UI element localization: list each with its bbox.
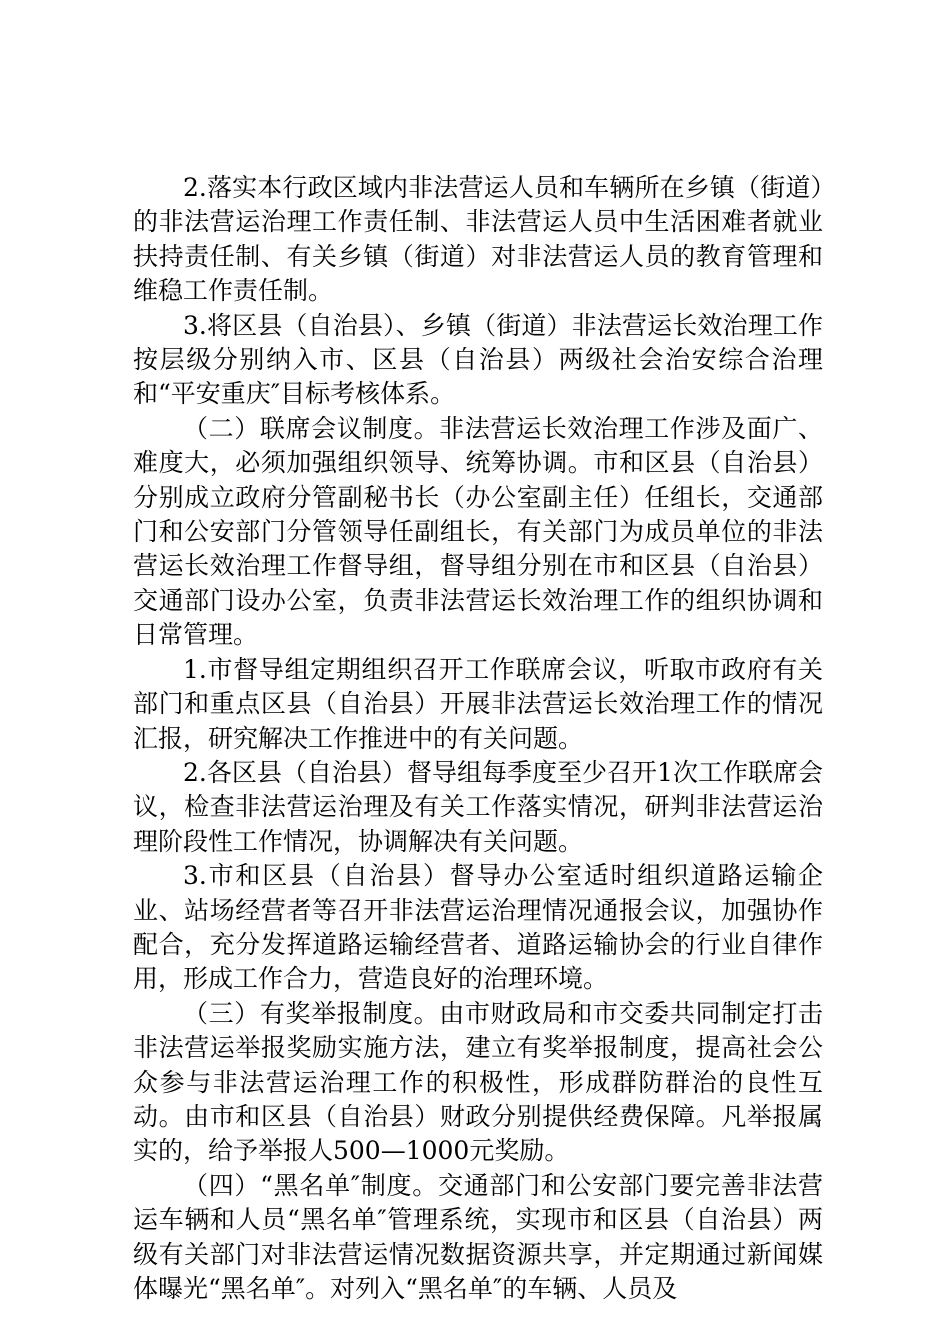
paragraph: 3.市和区县（自治县）督导办公室适时组织道路运输企业、站场经营者等召开非法营运治理情况通报会议，加强协作配合，充分发挥道路运输经营者、道路运输协会的行业自律作用，形成工作合力，营造良好的治理环境。 xyxy=(133,861,823,994)
document-body xyxy=(133,171,823,1306)
paragraph: （四）“黑名单″制度。交通部门和公安部门要完善非法营运车辆和人员“黑名单″管理系统，实现市和区县（自治县）两级有关部门对非法营运情况数据资源共享，并定期通过新闻媒体曝光“黑名单″。对列入“黑名单″的车辆、人员及 xyxy=(133,1170,823,1303)
paragraph: 2.落实本行政区域内非法营运人员和车辆所在乡镇（街道）的非法营运治理工作责任制、非法营运人员中生活困难者就业扶持责任制、有关乡镇（街道）对非法营运人员的教育管理和维稳工作责任制。 xyxy=(133,173,823,306)
paragraph: 3.将区县（自治县）、乡镇（街道）非法营运长效治理工作按层级分别纳入市、区县（自治县）两级社会治安综合治理和“平安重庆″目标考核体系。 xyxy=(133,310,823,409)
paragraph: 1.市督导组定期组织召开工作联席会议，听取市政府有关部门和重点区县（自治县）开展非法营运长效治理工作的情况汇报，研究解决工作推进中的有关问题。 xyxy=(133,654,823,753)
paragraph: 2.各区县（自治县）督导组每季度至少召开1次工作联席会议，检查非法营运治理及有关工作落实情况，研判非法营运治理阶段性工作情况，协调解决有关问题。 xyxy=(133,757,823,856)
paragraph: （三）有奖举报制度。由市财政局和市交委共同制定打击非法营运举报奖励实施方法，建立有奖举报制度，提高社会公众参与非法营运治理工作的积极性，形成群防群治的良性互动。由市和区县（自治县）财政分别提供经费保障。凡举报属实的，给予举报人500—1000元奖励。 xyxy=(133,998,823,1166)
paragraph: （二）联席会议制度。非法营运长效治理工作涉及面广、难度大，必须加强组织领导、统筹协调。市和区县（自治县）分别成立政府分管副秘书长（办公室副主任）任组长，交通部门和公安部门分管领导任副组长，有关部门为成员单位的非法营运长效治理工作督导组，督导组分别在市和区县（自治县）交通部门设办公室，负责非法营运长效治理工作的组织协调和日常管理。 xyxy=(133,413,823,650)
